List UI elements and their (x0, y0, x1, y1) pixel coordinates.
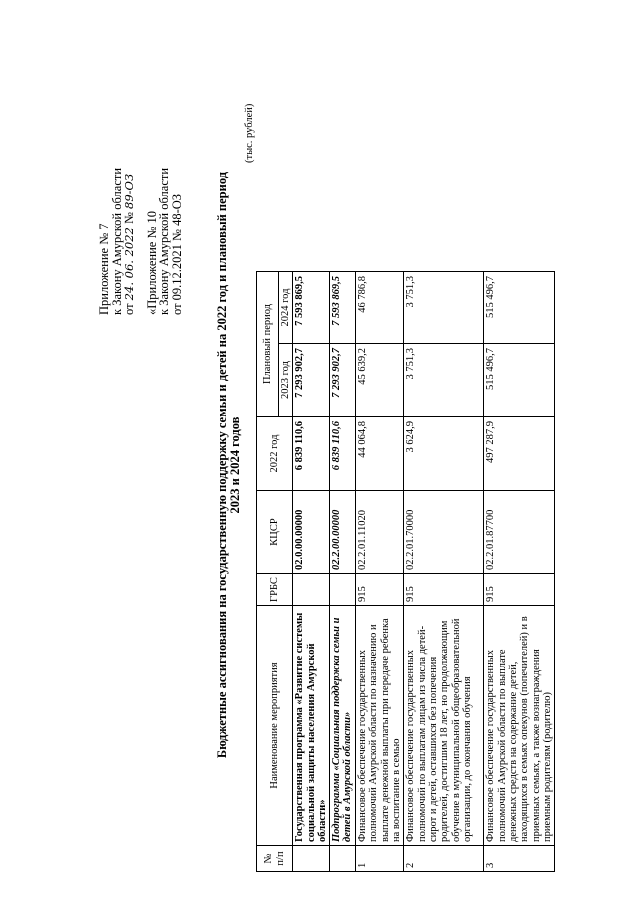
row-name: Подпрограмма «Социальная поддержка семьи и детей в Амурской области» (330, 606, 356, 846)
col-grbs-header: ГРБС (257, 574, 293, 606)
col-kcsr-header: КЦСР (257, 491, 293, 574)
row-2023: 7 293 902,7 (330, 344, 356, 417)
col-2022-header: 2022 год (257, 417, 293, 491)
row-2022: 6 839 110,6 (330, 417, 356, 491)
table-row (404, 272, 484, 872)
col-2023-header: 2023 год (279, 344, 293, 417)
row-kcsr: 02.0.00.00000 (293, 491, 330, 574)
handwritten-date: 24. 06. 2022 (122, 227, 136, 301)
prev-appendix-line2: к Закону Амурской области (157, 167, 171, 315)
row-2024: 46 786,8 (356, 272, 404, 344)
row-name: Государственная программа «Развитие системы социальной защиты населения Амурской области» (293, 606, 330, 846)
row-name: Финансовое обеспечение государственных полномочий Амурской области по выплате денежных средств на содержание детей, находящихся в семьях опекунов (попечителей) и в приемных семьях, а также вознаграждения приемным родителям (родителю) (484, 606, 555, 846)
table-row (484, 272, 555, 872)
row-num: 3 (484, 846, 555, 872)
row-name: Финансовое обеспечение государственных полномочий по выплатам лицам из числа детей-сирот и детей, оставшихся без попечения родителей, достигшим 18 лет, но продолжающим обучение в муниципальной общеобразовательной организации, до окончания обучения (404, 606, 484, 846)
document-title: Бюджетные ассигнования на государственную поддержку семьи и детей на 2022 год и плановый период 2023 и 2024 годов (215, 171, 242, 759)
handwritten-number: 89-ОЗ (122, 173, 136, 209)
budget-table (256, 271, 555, 872)
row-grbs: 915 (404, 574, 484, 606)
appendix-line1: Приложение № 7 (97, 223, 111, 315)
prev-appendix-line1: «Приложение № 10 (144, 210, 159, 315)
appendix-header (98, 95, 183, 315)
row-2022: 44 064,8 (356, 417, 404, 491)
row-2022: 6 839 110,6 (293, 417, 330, 491)
row-grbs: 915 (484, 574, 555, 606)
row-2022: 3 624,9 (404, 417, 484, 491)
row-2024: 3 751,3 (404, 272, 484, 344)
row-2023: 3 751,3 (404, 344, 484, 417)
table-row (293, 272, 330, 872)
table-row (356, 272, 404, 872)
row-kcsr: 02.2.01.87700 (484, 491, 555, 574)
row-2023: 45 639,2 (356, 344, 404, 417)
units-label: (тыс. рублей) (244, 103, 255, 163)
row-kcsr: 02.2.01.11020 (356, 491, 404, 574)
row-2024: 7 593 869,5 (293, 272, 330, 344)
row-kcsr: 02.2.00.00000 (330, 491, 356, 574)
row-num: 2 (404, 846, 484, 872)
col-name-header: Наименование мероприятия (257, 606, 293, 846)
row-2022: 497 287,9 (484, 417, 555, 491)
prev-appendix-line3: от 09.12.2021 № 48-ОЗ (169, 193, 184, 315)
row-kcsr: 02.2.01.70000 (404, 491, 484, 574)
row-grbs: 915 (356, 574, 404, 606)
col-2024-header: 2024 год (279, 272, 293, 344)
row-name: Финансовое обеспечение государственных полномочий Амурской области по назначению и выплате денежной выплаты при передаче ребенка на воспитание в семью (356, 606, 404, 846)
header-row (257, 272, 279, 872)
row-num: 1 (356, 846, 404, 872)
row-2024: 7 593 869,5 (330, 272, 356, 344)
appendix-line2: к Закону Амурской области (109, 167, 124, 315)
row-2023: 7 293 902,7 (293, 344, 330, 417)
appendix-date-line: от 24. 06. 2022 № 89-ОЗ (122, 173, 136, 315)
table-row (330, 272, 356, 872)
col-num-header: № п/п (257, 846, 293, 872)
row-2024: 515 496,7 (484, 272, 555, 344)
row-2023: 515 496,7 (484, 344, 555, 417)
col-planned-header: Плановый период (257, 272, 279, 417)
